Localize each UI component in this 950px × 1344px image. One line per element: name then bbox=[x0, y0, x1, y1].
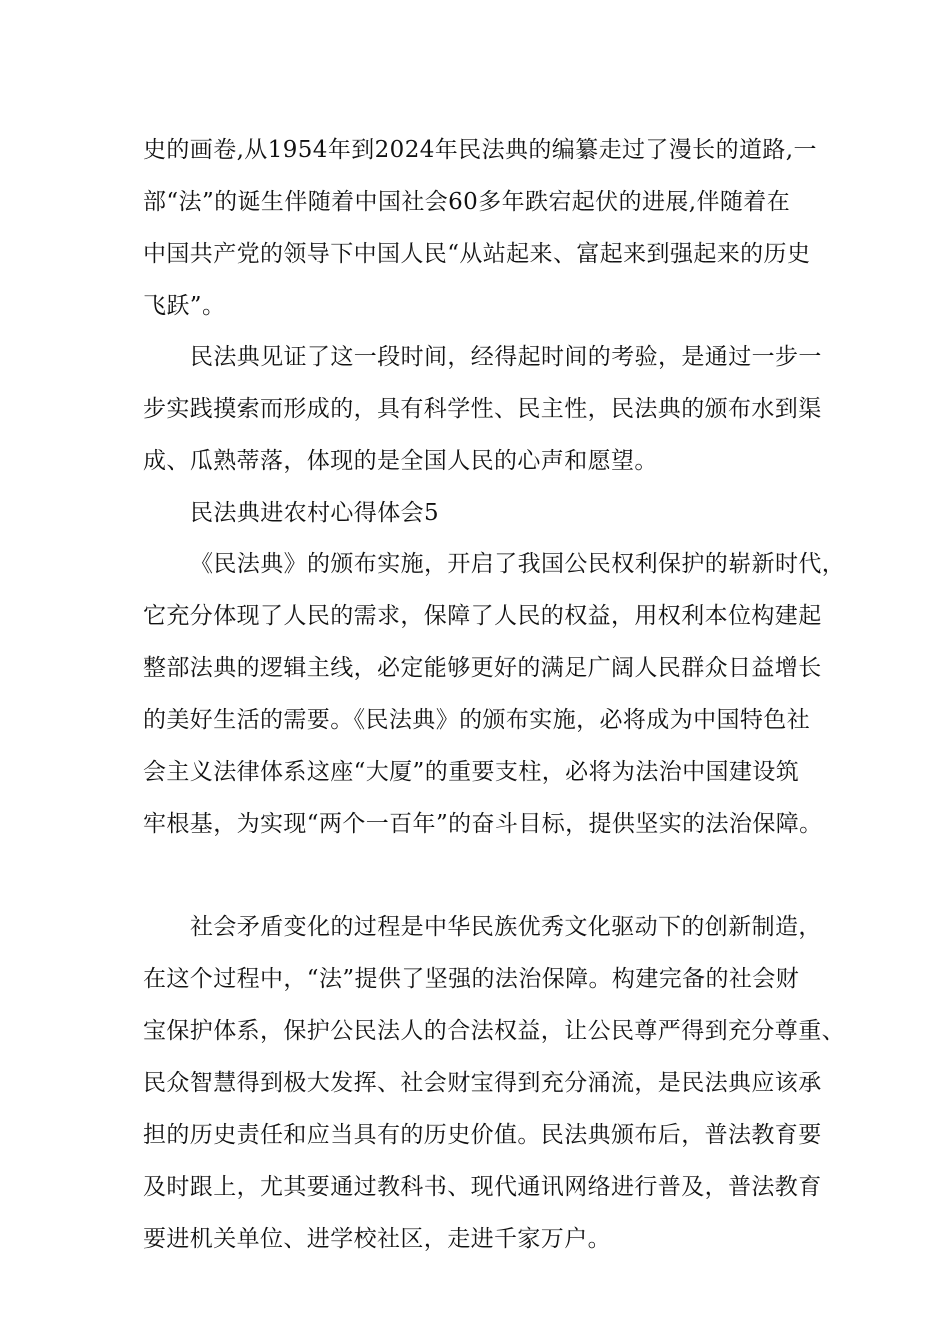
text-line: 民众智慧得到极大发挥、社会财宝得到充分涌流，是民法典应该承 bbox=[143, 1070, 822, 1096]
text-line: 成、瓜熟蒂落，体现的是全国人民的心声和愿望。 bbox=[143, 448, 658, 474]
text-line: 宝保护体系，保护公民法人的合法权益，让公民尊严得到充分尊重、 bbox=[143, 1018, 845, 1044]
text-line: 牢根基，为实现“两个一百年”的奋斗目标，提供坚实的法治保障。 bbox=[143, 811, 823, 837]
text-line: 步实践摸索而形成的，具有科学性、民主性，民法典的颁布水到渠 bbox=[143, 396, 822, 422]
text-line: 社会矛盾变化的过程是中华民族优秀文化驱动下的创新制造， bbox=[190, 914, 822, 940]
text-line: 要进机关单位、进学校社区，走进千家万户。 bbox=[143, 1226, 611, 1252]
text-line: 在这个过程中，“法”提供了坚强的法治保障。构建完备的社会财 bbox=[143, 966, 800, 992]
section-heading: 民法典进农村心得体会5 bbox=[190, 500, 440, 526]
text-line: 部“法”的诞生伴随着中国社会60多年跌宕起伏的进展,伴随着在 bbox=[143, 189, 791, 215]
text-line: 中国共产党的领导下中国人民“从站起来、富起来到强起来的历史 bbox=[143, 241, 811, 267]
text-line: 及时跟上，尤其要通过教科书、现代通讯网络进行普及，普法教育 bbox=[143, 1174, 822, 1200]
text-line: 史的画卷,从1954年到2024年民法典的编纂走过了漫长的道路,一 bbox=[143, 137, 817, 163]
text-line: 飞跃”。 bbox=[143, 293, 226, 319]
text-line: 担的历史责任和应当具有的历史价值。民法典颁布后，普法教育要 bbox=[143, 1122, 822, 1148]
text-line: 整部法典的逻辑主线，必定能够更好的满足广阔人民群众日益增长 bbox=[143, 655, 822, 681]
text-line: 会主义法律体系这座“大厦”的重要支柱，必将为法治中国建设筑 bbox=[143, 759, 800, 785]
text-line: 的美好生活的需要。《民法典》的颁布实施，必将成为中国特色社 bbox=[143, 707, 811, 733]
text-line: 《民法典》的颁布实施，开启了我国公民权利保护的崭新时代， bbox=[190, 551, 846, 577]
text-line: 民法典见证了这一段时间，经得起时间的考验，是通过一步一 bbox=[190, 344, 822, 370]
text-line: 它充分体现了人民的需求，保障了人民的权益，用权利本位构建起 bbox=[143, 603, 822, 629]
